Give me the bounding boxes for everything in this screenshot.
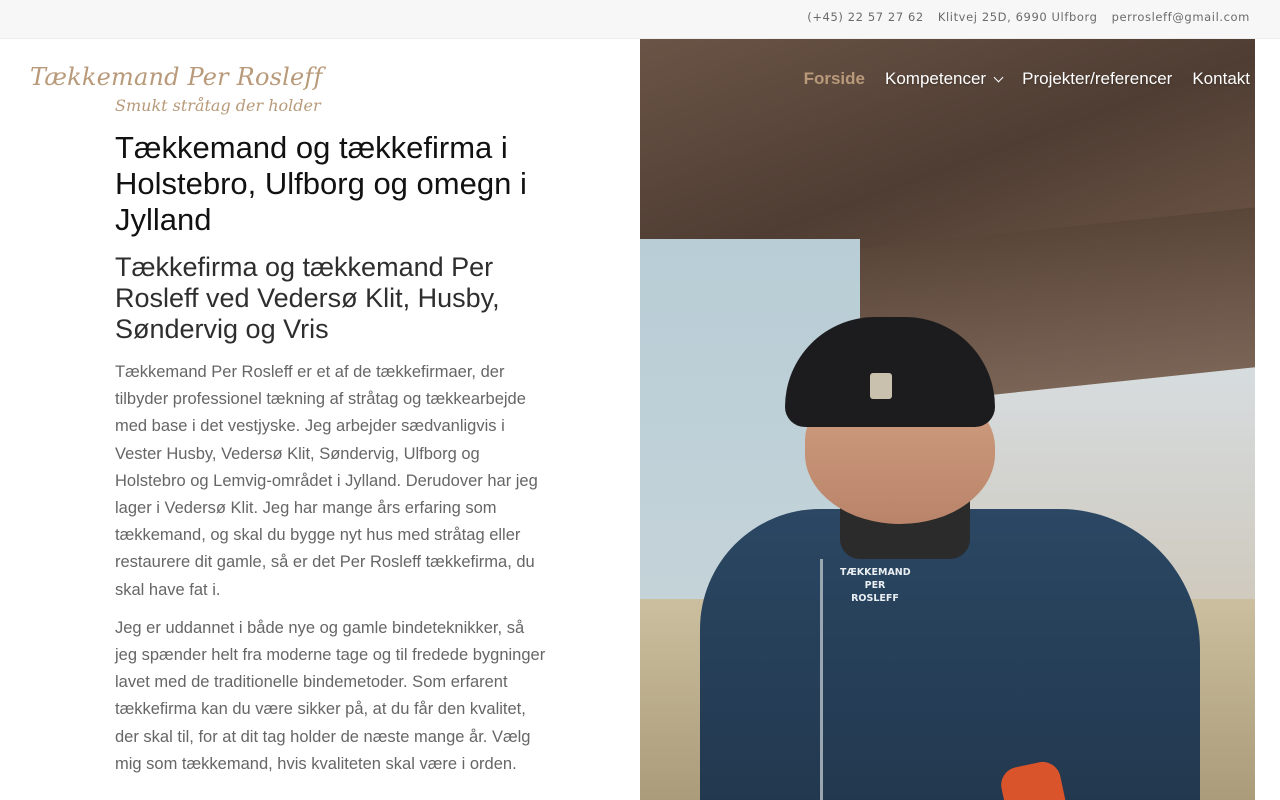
nav-item-forside[interactable] xyxy=(804,69,865,89)
nav-item-label: Projekter/referencer xyxy=(1022,69,1173,88)
second-paragraph: Jeg er uddannet i både nye og gamle bindeteknikker, så jeg spænder helt fra moderne tage og til fredede bygninger lavet med de traditionelle bindemetoder. Som erfarent tækkefirma kan du være sikker på, at du får den kvalitet, der skal til, for at dit tag holder de næste mange år. Vælg mig som tækkemand, hvis kvaliteten skal være i orden. xyxy=(115,618,546,773)
chevron-down-icon xyxy=(994,72,1004,82)
nav-item-label: Kompetencer xyxy=(884,69,987,88)
hoodie-zipper xyxy=(820,559,823,800)
hoodie-chest-logo xyxy=(840,566,910,605)
site-logo[interactable]: Tækkemand Per Rosleff xyxy=(30,63,323,91)
nav-item-projekter[interactable] xyxy=(1022,69,1172,89)
address-text: Klitvej 25D, 6990 Ulfborg xyxy=(937,10,1098,24)
hero-image xyxy=(640,39,1255,800)
contact-info xyxy=(807,10,1250,24)
page-right-margin xyxy=(1255,39,1280,800)
nav-item-label: Forside xyxy=(803,69,865,88)
nav-item-label: Kontakt xyxy=(1192,69,1250,88)
nav-item-kontakt[interactable] xyxy=(1192,69,1250,89)
intro-paragraph: Tækkemand Per Rosleff er et af de tækkefirmaer, der tilbyder professionel tækning af stråtag og tækkearbejde med base i det vestjyske. Jeg arbejder sædvanligvis i Vester Husby, Vedersø Klit, Søndervig, Ulfborg og Holstebro og Lemvig-området i Jylland. Derudover har jeg lager i Vedersø Klit. Jeg har mange års erfaring som tækkemand, og skal du bygge nyt hus med stråtag eller restaurere dit gamle, så er det Per Rosleff tækkefirma, du skal have fat i. xyxy=(115,363,538,599)
main-content xyxy=(115,130,550,778)
site-tagline: Smukt stråtag der holder xyxy=(115,96,321,115)
page-title: Tækkemand og tækkefirma i Holstebro, Ulfborg og omegn i Jylland xyxy=(115,130,527,237)
nav-item-kompetencer[interactable] xyxy=(885,69,1002,89)
chest-logo-line1: TÆKKEMAND xyxy=(840,567,911,578)
main-navigation xyxy=(804,69,1250,89)
phone-link[interactable]: (+45) 22 57 27 62 xyxy=(807,10,924,24)
email-link[interactable]: perrosleff@gmail.com xyxy=(1111,10,1250,24)
chest-logo-line2: PER ROSLEFF xyxy=(851,580,899,604)
page-subtitle: Tækkefirma og tækkemand Per Rosleff ved Vedersø Klit, Husby, Søndervig og Vris xyxy=(115,252,500,344)
beanie-logo-patch xyxy=(870,373,892,399)
top-info-bar xyxy=(0,0,1280,39)
